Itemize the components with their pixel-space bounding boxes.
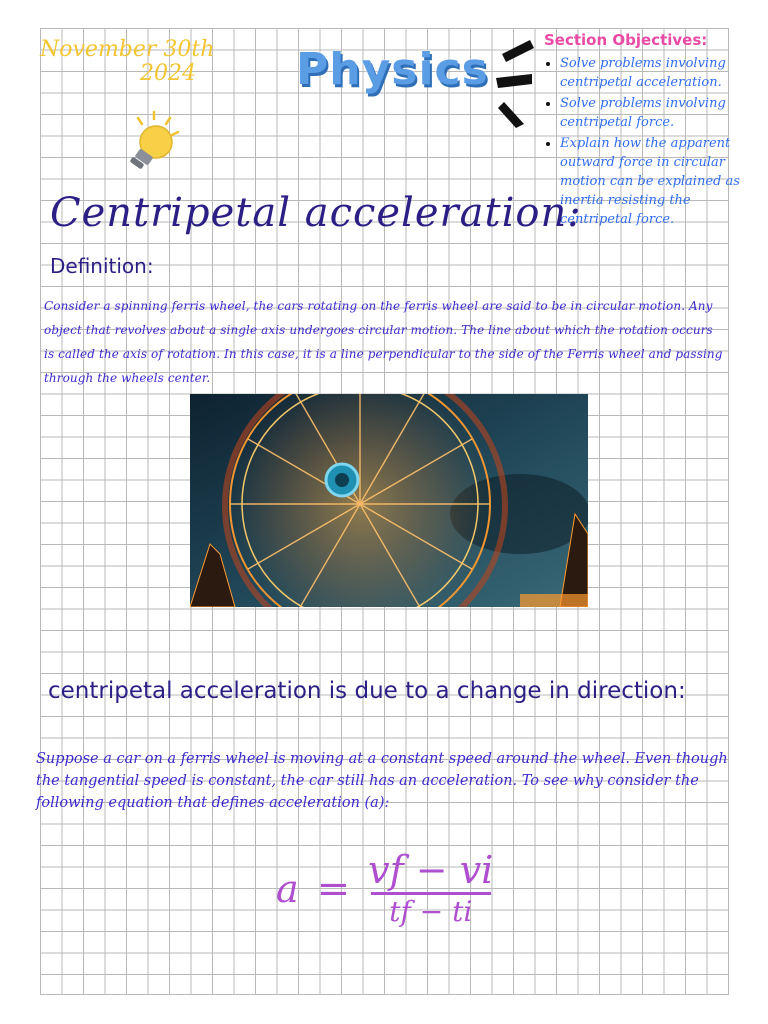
section-heading: Centripetal acceleration: [50, 190, 582, 236]
subject-title: Physics [296, 44, 489, 95]
formula-lhs: a [276, 866, 299, 911]
objective-item: • Solve problems involving centripetal force. [560, 94, 750, 132]
lightbulb-icon [118, 108, 188, 178]
date-line1: November 30th [40, 37, 215, 62]
section2-body: Suppose a car on a ferris wheel is moving at a constant speed around the wheel. Even though the tangential speed is constant, the car still has an acceleration. To see why consider the following equation that defines acceleration (a): [36, 751, 728, 811]
date [40, 38, 214, 86]
ferris-wheel-photo [190, 394, 588, 607]
definition-label: Definition: [50, 254, 154, 278]
decorative-marks [494, 34, 542, 130]
objective-item: • Explain how the apparent outward force in circular motion can be explained as inertia resisting the centripetal force. [560, 134, 750, 229]
formula-denominator: tf − ti [389, 895, 473, 928]
objectives-title: Section Objectives: [544, 31, 708, 49]
acceleration-formula [276, 850, 493, 927]
formula-equals: = [316, 865, 351, 912]
definition-text: Consider a spinning ferris wheel, the cars rotating on the ferris wheel are said to be in circular motion. Any object that revolves about a single axis undergoes circular motion. The line about which the rotation occurs is called the axis of rotation. In this case, it is a line perpendicular to the side of the Ferris wheel and passing through the wheels center. [44, 299, 723, 385]
formula-fraction [368, 850, 493, 927]
date-line2: 2024 [140, 61, 196, 86]
objective-item: • Solve problems involving centripetal acceleration. [560, 54, 750, 92]
formula-numerator: vf − vi [368, 848, 494, 892]
section2-heading: centripetal acceleration is due to a change in direction: [48, 678, 686, 704]
